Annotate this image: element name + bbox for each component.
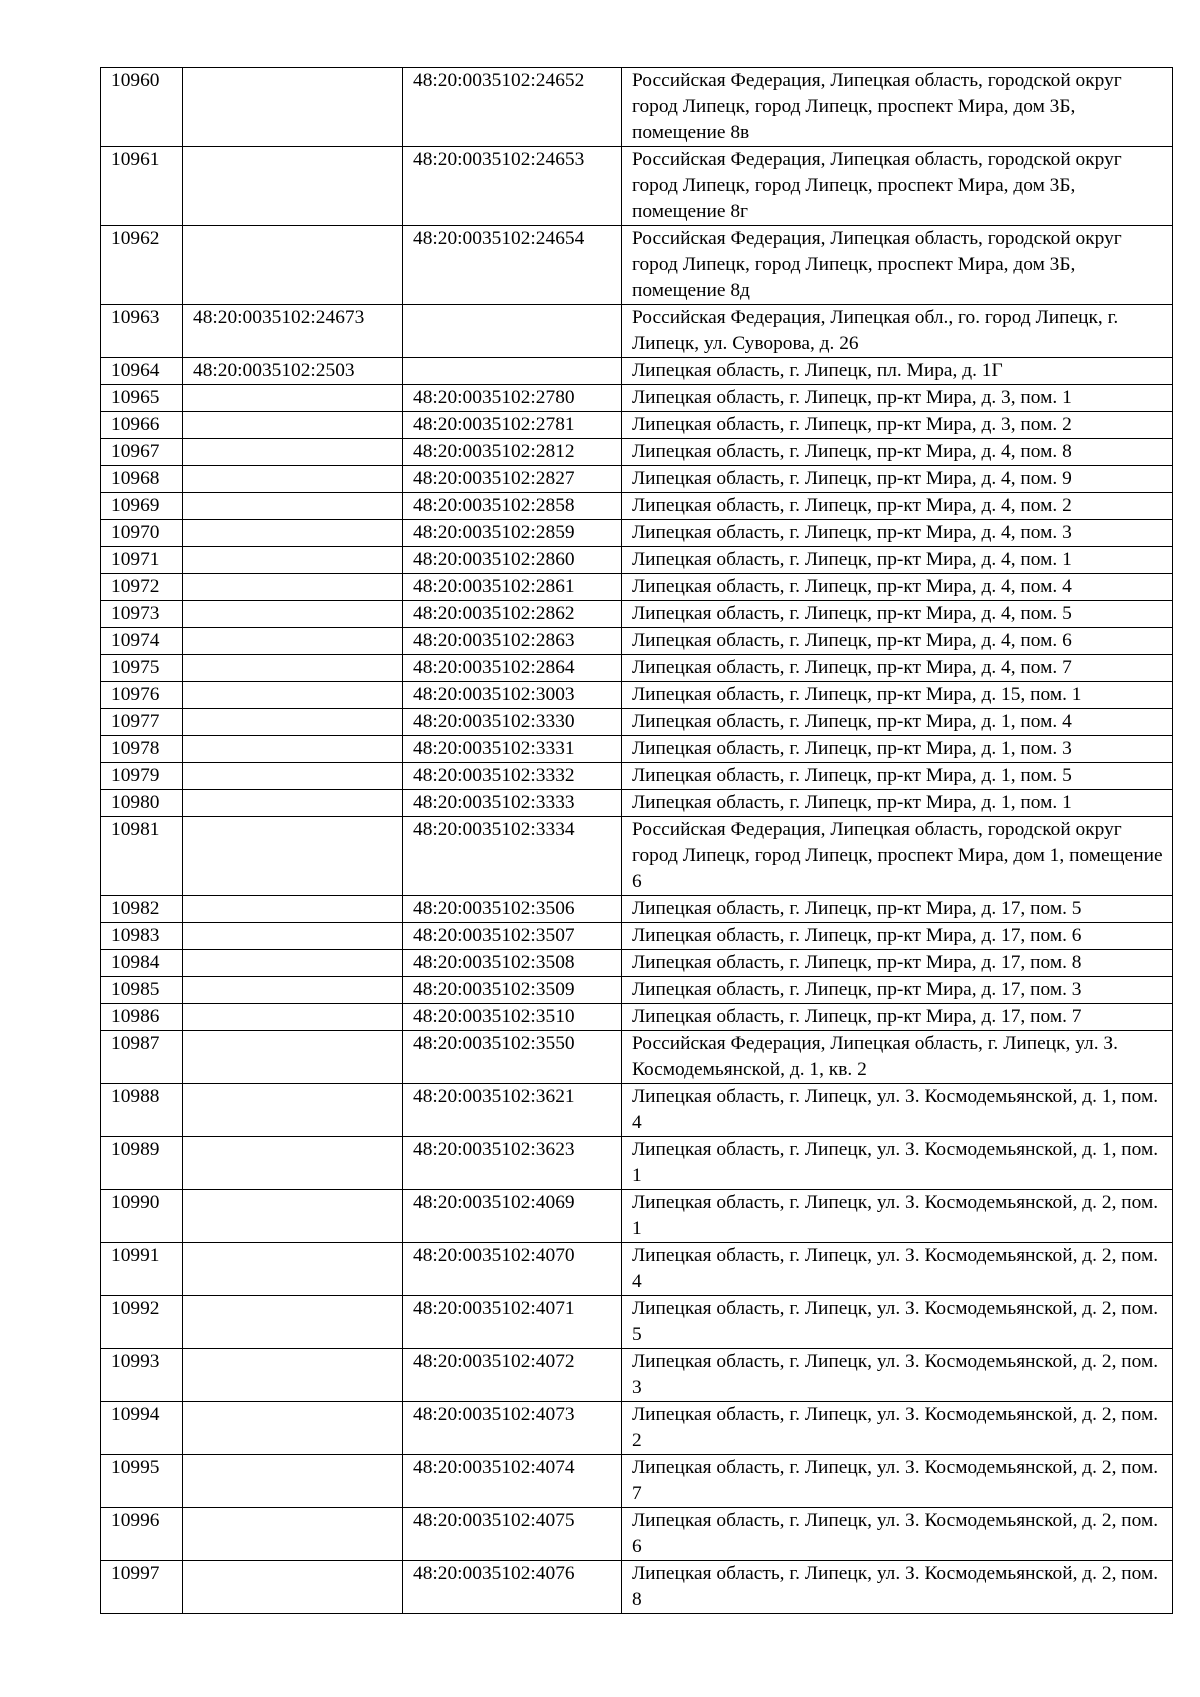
address-cell: Липецкая область, г. Липецк, пр-кт Мира, д. 3, пом. 1	[622, 385, 1173, 412]
parcel-cadastral-cell	[183, 1031, 403, 1084]
parcel-cadastral-cell	[183, 601, 403, 628]
row-number-cell: 10997	[101, 1561, 183, 1614]
address-cell: Российская Федерация, Липецкая область, г. Липецк, ул. З. Космодемьянской, д. 1, кв. 2	[622, 1031, 1173, 1084]
premises-cadastral-cell: 48:20:0035102:3507	[403, 923, 622, 950]
row-number-cell: 10994	[101, 1402, 183, 1455]
parcel-cadastral-cell	[183, 574, 403, 601]
premises-cadastral-cell: 48:20:0035102:2827	[403, 466, 622, 493]
address-cell: Липецкая область, г. Липецк, ул. З. Космодемьянской, д. 1, пом. 4	[622, 1084, 1173, 1137]
parcel-cadastral-cell	[183, 1402, 403, 1455]
parcel-cadastral-cell	[183, 1561, 403, 1614]
registry-table	[100, 67, 1173, 1614]
address-cell: Липецкая область, г. Липецк, пр-кт Мира, д. 15, пом. 1	[622, 682, 1173, 709]
premises-cadastral-cell: 48:20:0035102:4075	[403, 1508, 622, 1561]
table-row	[101, 68, 1173, 147]
address-cell: Липецкая область, г. Липецк, ул. З. Космодемьянской, д. 2, пом. 5	[622, 1296, 1173, 1349]
parcel-cadastral-cell	[183, 1004, 403, 1031]
table-row	[101, 1508, 1173, 1561]
row-number-cell: 10962	[101, 226, 183, 305]
address-cell: Липецкая область, г. Липецк, ул. З. Космодемьянской, д. 2, пом. 6	[622, 1508, 1173, 1561]
parcel-cadastral-cell	[183, 1349, 403, 1402]
premises-cadastral-cell: 48:20:0035102:24654	[403, 226, 622, 305]
address-cell: Липецкая область, г. Липецк, пр-кт Мира, д. 17, пом. 5	[622, 896, 1173, 923]
premises-cadastral-cell: 48:20:0035102:3334	[403, 817, 622, 896]
premises-cadastral-cell: 48:20:0035102:3508	[403, 950, 622, 977]
address-cell: Российская Федерация, Липецкая область, городской округ город Липецк, город Липецк, проспект Мира, дом 3Б, помещение 8в	[622, 68, 1173, 147]
row-number-cell: 10982	[101, 896, 183, 923]
parcel-cadastral-cell: 48:20:0035102:24673	[183, 305, 403, 358]
row-number-cell: 10988	[101, 1084, 183, 1137]
parcel-cadastral-cell	[183, 1137, 403, 1190]
premises-cadastral-cell: 48:20:0035102:4074	[403, 1455, 622, 1508]
parcel-cadastral-cell	[183, 493, 403, 520]
table-row	[101, 682, 1173, 709]
parcel-cadastral-cell	[183, 68, 403, 147]
parcel-cadastral-cell	[183, 977, 403, 1004]
parcel-cadastral-cell	[183, 1508, 403, 1561]
table-row	[101, 1402, 1173, 1455]
table-row	[101, 412, 1173, 439]
parcel-cadastral-cell	[183, 1243, 403, 1296]
parcel-cadastral-cell	[183, 466, 403, 493]
premises-cadastral-cell: 48:20:0035102:2861	[403, 574, 622, 601]
address-cell: Липецкая область, г. Липецк, ул. З. Космодемьянской, д. 2, пом. 4	[622, 1243, 1173, 1296]
address-cell: Липецкая область, г. Липецк, пр-кт Мира, д. 17, пом. 6	[622, 923, 1173, 950]
parcel-cadastral-cell	[183, 709, 403, 736]
table-row	[101, 466, 1173, 493]
address-cell: Липецкая область, г. Липецк, пр-кт Мира, д. 1, пом. 3	[622, 736, 1173, 763]
row-number-cell: 10995	[101, 1455, 183, 1508]
address-cell: Российская Федерация, Липецкая область, городской округ город Липецк, город Липецк, проспект Мира, дом 3Б, помещение 8д	[622, 226, 1173, 305]
parcel-cadastral-cell	[183, 1455, 403, 1508]
premises-cadastral-cell: 48:20:0035102:3550	[403, 1031, 622, 1084]
address-cell: Липецкая область, г. Липецк, пр-кт Мира, д. 17, пом. 3	[622, 977, 1173, 1004]
row-number-cell: 10979	[101, 763, 183, 790]
table-row	[101, 896, 1173, 923]
table-row	[101, 1349, 1173, 1402]
address-cell: Липецкая область, г. Липецк, ул. З. Космодемьянской, д. 2, пом. 8	[622, 1561, 1173, 1614]
table-row	[101, 923, 1173, 950]
table-row	[101, 1084, 1173, 1137]
table-row	[101, 950, 1173, 977]
premises-cadastral-cell: 48:20:0035102:3623	[403, 1137, 622, 1190]
row-number-cell: 10986	[101, 1004, 183, 1031]
premises-cadastral-cell: 48:20:0035102:4072	[403, 1349, 622, 1402]
parcel-cadastral-cell	[183, 896, 403, 923]
row-number-cell: 10984	[101, 950, 183, 977]
parcel-cadastral-cell	[183, 1296, 403, 1349]
address-cell: Липецкая область, г. Липецк, пр-кт Мира, д. 4, пом. 1	[622, 547, 1173, 574]
parcel-cadastral-cell	[183, 736, 403, 763]
row-number-cell: 10960	[101, 68, 183, 147]
parcel-cadastral-cell	[183, 147, 403, 226]
table-row	[101, 817, 1173, 896]
table-row	[101, 1296, 1173, 1349]
row-number-cell: 10987	[101, 1031, 183, 1084]
address-cell: Липецкая область, г. Липецк, пр-кт Мира, д. 4, пом. 9	[622, 466, 1173, 493]
table-row	[101, 790, 1173, 817]
row-number-cell: 10985	[101, 977, 183, 1004]
table-row	[101, 1190, 1173, 1243]
address-cell: Липецкая область, г. Липецк, ул. З. Космодемьянской, д. 2, пом. 7	[622, 1455, 1173, 1508]
premises-cadastral-cell: 48:20:0035102:2860	[403, 547, 622, 574]
address-cell: Липецкая область, г. Липецк, пр-кт Мира, д. 4, пом. 2	[622, 493, 1173, 520]
table-row	[101, 520, 1173, 547]
parcel-cadastral-cell	[183, 923, 403, 950]
address-cell: Липецкая область, г. Липецк, пр-кт Мира, д. 1, пом. 1	[622, 790, 1173, 817]
table-row	[101, 763, 1173, 790]
premises-cadastral-cell: 48:20:0035102:4073	[403, 1402, 622, 1455]
row-number-cell: 10981	[101, 817, 183, 896]
premises-cadastral-cell: 48:20:0035102:2863	[403, 628, 622, 655]
table-row	[101, 977, 1173, 1004]
row-number-cell: 10975	[101, 655, 183, 682]
parcel-cadastral-cell	[183, 682, 403, 709]
document-page	[100, 67, 1172, 1614]
row-number-cell: 10973	[101, 601, 183, 628]
row-number-cell: 10967	[101, 439, 183, 466]
table-row	[101, 574, 1173, 601]
address-cell: Липецкая область, г. Липецк, пр-кт Мира, д. 17, пом. 8	[622, 950, 1173, 977]
premises-cadastral-cell: 48:20:0035102:2781	[403, 412, 622, 439]
address-cell: Липецкая область, г. Липецк, пр-кт Мира, д. 4, пом. 8	[622, 439, 1173, 466]
premises-cadastral-cell: 48:20:0035102:2864	[403, 655, 622, 682]
table-row	[101, 655, 1173, 682]
premises-cadastral-cell: 48:20:0035102:4069	[403, 1190, 622, 1243]
premises-cadastral-cell: 48:20:0035102:3332	[403, 763, 622, 790]
premises-cadastral-cell: 48:20:0035102:2812	[403, 439, 622, 466]
premises-cadastral-cell: 48:20:0035102:3506	[403, 896, 622, 923]
table-row	[101, 547, 1173, 574]
row-number-cell: 10996	[101, 1508, 183, 1561]
table-row	[101, 358, 1173, 385]
parcel-cadastral-cell	[183, 628, 403, 655]
registry-table-body	[101, 68, 1173, 1614]
row-number-cell: 10978	[101, 736, 183, 763]
table-row	[101, 601, 1173, 628]
row-number-cell: 10993	[101, 1349, 183, 1402]
parcel-cadastral-cell: 48:20:0035102:2503	[183, 358, 403, 385]
premises-cadastral-cell: 48:20:0035102:24652	[403, 68, 622, 147]
address-cell: Липецкая область, г. Липецк, пр-кт Мира, д. 4, пом. 5	[622, 601, 1173, 628]
table-row	[101, 305, 1173, 358]
row-number-cell: 10961	[101, 147, 183, 226]
parcel-cadastral-cell	[183, 439, 403, 466]
table-row	[101, 493, 1173, 520]
table-row	[101, 147, 1173, 226]
address-cell: Липецкая область, г. Липецк, пр-кт Мира, д. 4, пом. 6	[622, 628, 1173, 655]
parcel-cadastral-cell	[183, 1190, 403, 1243]
address-cell: Российская Федерация, Липецкая область, городской округ город Липецк, город Липецк, проспект Мира, дом 1, помещение 6	[622, 817, 1173, 896]
address-cell: Российская Федерация, Липецкая область, городской округ город Липецк, город Липецк, проспект Мира, дом 3Б, помещение 8г	[622, 147, 1173, 226]
premises-cadastral-cell: 48:20:0035102:3333	[403, 790, 622, 817]
address-cell: Липецкая область, г. Липецк, пл. Мира, д. 1Г	[622, 358, 1173, 385]
row-number-cell: 10980	[101, 790, 183, 817]
table-row	[101, 1561, 1173, 1614]
row-number-cell: 10983	[101, 923, 183, 950]
premises-cadastral-cell: 48:20:0035102:2780	[403, 385, 622, 412]
parcel-cadastral-cell	[183, 817, 403, 896]
address-cell: Липецкая область, г. Липецк, пр-кт Мира, д. 1, пом. 4	[622, 709, 1173, 736]
table-row	[101, 226, 1173, 305]
address-cell: Липецкая область, г. Липецк, ул. З. Космодемьянской, д. 2, пом. 1	[622, 1190, 1173, 1243]
row-number-cell: 10976	[101, 682, 183, 709]
parcel-cadastral-cell	[183, 790, 403, 817]
address-cell: Липецкая область, г. Липецк, пр-кт Мира, д. 17, пом. 7	[622, 1004, 1173, 1031]
row-number-cell: 10971	[101, 547, 183, 574]
premises-cadastral-cell: 48:20:0035102:3510	[403, 1004, 622, 1031]
table-row	[101, 1243, 1173, 1296]
row-number-cell: 10974	[101, 628, 183, 655]
parcel-cadastral-cell	[183, 950, 403, 977]
premises-cadastral-cell: 48:20:0035102:24653	[403, 147, 622, 226]
row-number-cell: 10991	[101, 1243, 183, 1296]
address-cell: Липецкая область, г. Липецк, пр-кт Мира, д. 4, пом. 3	[622, 520, 1173, 547]
row-number-cell: 10969	[101, 493, 183, 520]
parcel-cadastral-cell	[183, 547, 403, 574]
address-cell: Липецкая область, г. Липецк, пр-кт Мира, д. 1, пом. 5	[622, 763, 1173, 790]
parcel-cadastral-cell	[183, 520, 403, 547]
row-number-cell: 10968	[101, 466, 183, 493]
premises-cadastral-cell: 48:20:0035102:2859	[403, 520, 622, 547]
row-number-cell: 10970	[101, 520, 183, 547]
row-number-cell: 10965	[101, 385, 183, 412]
premises-cadastral-cell: 48:20:0035102:2862	[403, 601, 622, 628]
premises-cadastral-cell: 48:20:0035102:3331	[403, 736, 622, 763]
row-number-cell: 10972	[101, 574, 183, 601]
premises-cadastral-cell	[403, 305, 622, 358]
table-row	[101, 736, 1173, 763]
parcel-cadastral-cell	[183, 385, 403, 412]
table-row	[101, 439, 1173, 466]
row-number-cell: 10990	[101, 1190, 183, 1243]
row-number-cell: 10966	[101, 412, 183, 439]
address-cell: Липецкая область, г. Липецк, ул. З. Космодемьянской, д. 1, пом. 1	[622, 1137, 1173, 1190]
premises-cadastral-cell: 48:20:0035102:4076	[403, 1561, 622, 1614]
table-row	[101, 1031, 1173, 1084]
table-row	[101, 1137, 1173, 1190]
premises-cadastral-cell: 48:20:0035102:4070	[403, 1243, 622, 1296]
address-cell: Российская Федерация, Липецкая обл., го. город Липецк, г. Липецк, ул. Суворова, д. 26	[622, 305, 1173, 358]
table-row	[101, 1455, 1173, 1508]
table-row	[101, 385, 1173, 412]
row-number-cell: 10964	[101, 358, 183, 385]
address-cell: Липецкая область, г. Липецк, ул. З. Космодемьянской, д. 2, пом. 3	[622, 1349, 1173, 1402]
address-cell: Липецкая область, г. Липецк, пр-кт Мира, д. 4, пом. 7	[622, 655, 1173, 682]
address-cell: Липецкая область, г. Липецк, пр-кт Мира, д. 3, пом. 2	[622, 412, 1173, 439]
premises-cadastral-cell	[403, 358, 622, 385]
address-cell: Липецкая область, г. Липецк, пр-кт Мира, д. 4, пом. 4	[622, 574, 1173, 601]
table-row	[101, 709, 1173, 736]
premises-cadastral-cell: 48:20:0035102:3330	[403, 709, 622, 736]
premises-cadastral-cell: 48:20:0035102:3621	[403, 1084, 622, 1137]
row-number-cell: 10963	[101, 305, 183, 358]
row-number-cell: 10977	[101, 709, 183, 736]
premises-cadastral-cell: 48:20:0035102:2858	[403, 493, 622, 520]
parcel-cadastral-cell	[183, 655, 403, 682]
premises-cadastral-cell: 48:20:0035102:3509	[403, 977, 622, 1004]
premises-cadastral-cell: 48:20:0035102:4071	[403, 1296, 622, 1349]
parcel-cadastral-cell	[183, 1084, 403, 1137]
table-row	[101, 1004, 1173, 1031]
row-number-cell: 10989	[101, 1137, 183, 1190]
table-row	[101, 628, 1173, 655]
parcel-cadastral-cell	[183, 226, 403, 305]
parcel-cadastral-cell	[183, 763, 403, 790]
row-number-cell: 10992	[101, 1296, 183, 1349]
premises-cadastral-cell: 48:20:0035102:3003	[403, 682, 622, 709]
address-cell: Липецкая область, г. Липецк, ул. З. Космодемьянской, д. 2, пом. 2	[622, 1402, 1173, 1455]
parcel-cadastral-cell	[183, 412, 403, 439]
